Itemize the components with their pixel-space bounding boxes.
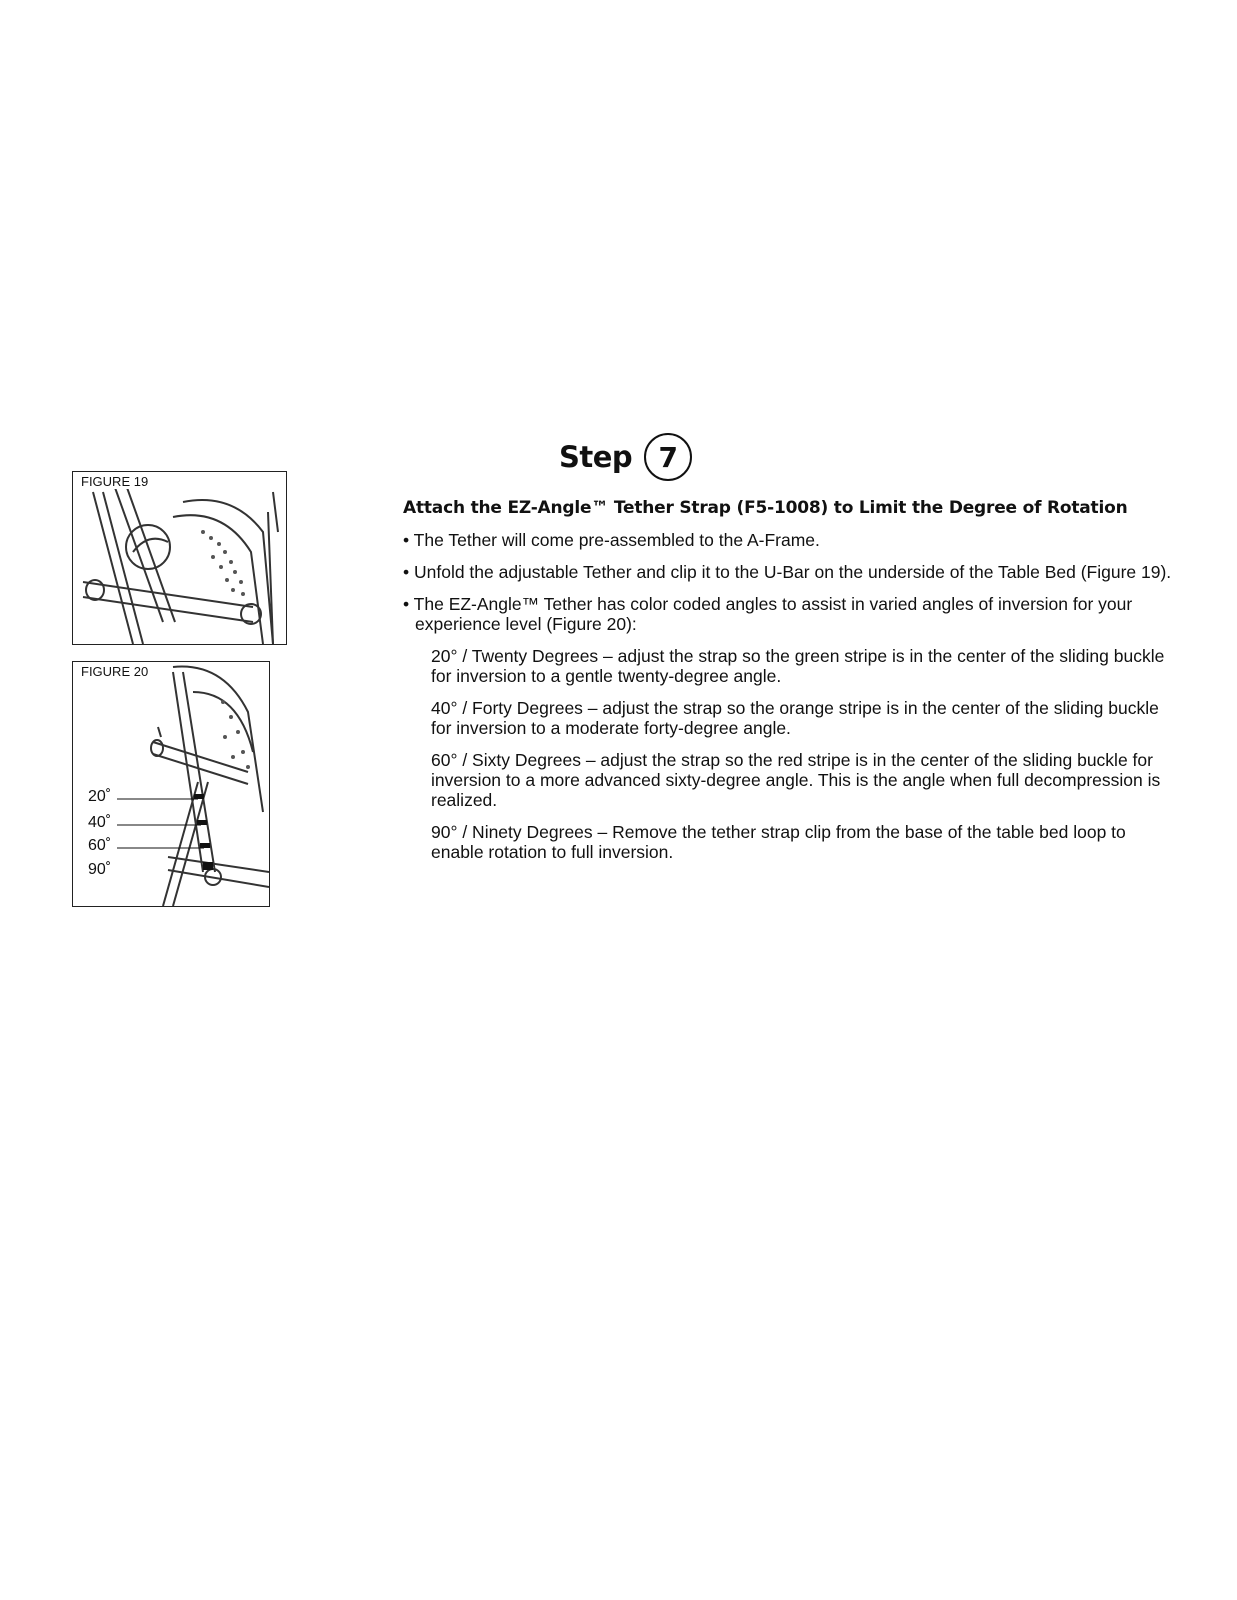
angle-label-20: 20˚ (88, 788, 112, 805)
step-word: Step (559, 440, 633, 474)
figure-20 (72, 661, 270, 907)
bullet-item: • The EZ-Angle™ Tether has color coded angles to assist in varied angles of inversion for your experience level (Figure 20): (403, 594, 1133, 634)
angle-label-90: 90˚ (88, 861, 112, 878)
bullet-item: • Unfold the adjustable Tether and clip it to the U-Bar on the underside of the Table Bed (Figure 19). (403, 562, 1172, 582)
step-number-circle: 7 (644, 433, 692, 481)
angle-label-40: 40˚ (88, 814, 112, 831)
angle-instruction-60: 60° / Sixty Degrees – adjust the strap so the red stripe is in the center of the sliding buckle for inversion to a more advanced sixty-degree angle. This is the angle when full decompression is realized. (431, 750, 1161, 810)
instructions (403, 498, 1173, 874)
angle-label-60: 60˚ (88, 837, 112, 854)
angle-instruction-20: 20° / Twenty Degrees – adjust the strap so the green stripe is in the center of the sliding buckle for inversion to a gentle twenty-degree angle. (431, 646, 1165, 686)
step-heading (559, 432, 692, 482)
section-title: Attach the EZ-Angle™ Tether Strap (F5-1008) to Limit the Degree of Rotation (403, 498, 1128, 518)
angle-instruction-90: 90° / Ninety Degrees – Remove the tether strap clip from the base of the table bed loop to enable rotation to full inversion. (431, 822, 1126, 862)
angle-instruction-40: 40° / Forty Degrees – adjust the strap so the orange stripe is in the center of the sliding buckle for inversion to a moderate forty-degree angle. (431, 698, 1159, 738)
figure-19 (72, 471, 287, 645)
figure-19-illustration (73, 472, 286, 644)
figure-19-label: FIGURE 19 (81, 474, 149, 489)
figure-20-label: FIGURE 20 (81, 664, 149, 679)
bullet-item: • The Tether will come pre-assembled to the A-Frame. (403, 530, 820, 550)
